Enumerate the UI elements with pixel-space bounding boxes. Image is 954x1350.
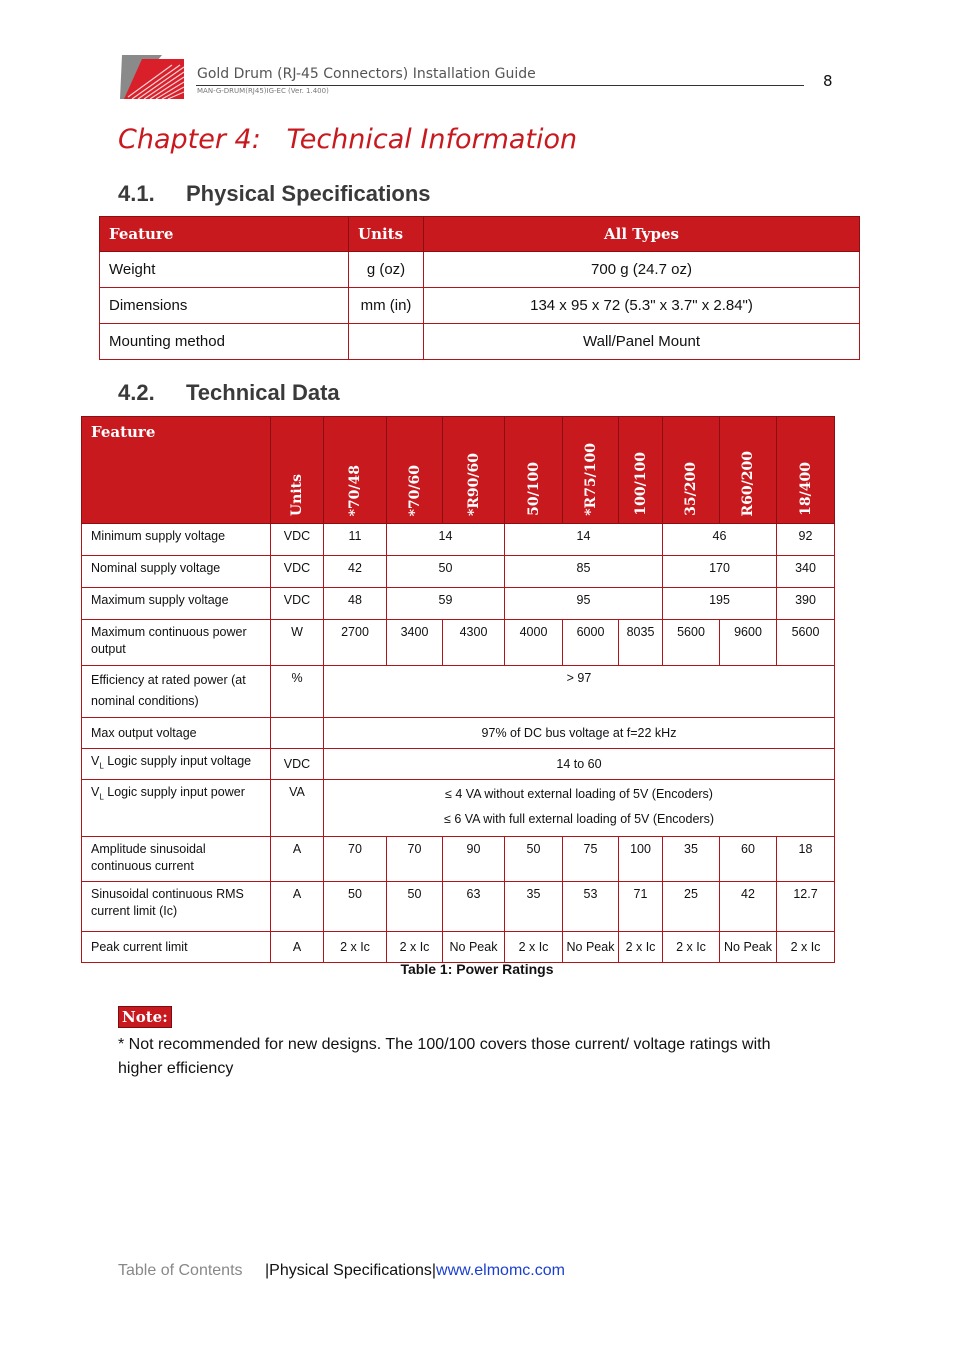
table-row: [82, 882, 835, 932]
table-cell: Mounting method: [100, 324, 349, 360]
table-cell: 2 x Ic: [663, 932, 720, 963]
table-row: [82, 524, 835, 556]
table-cell: 170: [663, 556, 777, 588]
table-cell: 5600: [777, 620, 835, 666]
table-cell: 134 x 95 x 72 (5.3" x 3.7" x 2.84"): [424, 288, 860, 324]
table-cell: 4000: [505, 620, 563, 666]
table-cell: 59: [387, 588, 505, 620]
row-label: Max output voltage: [82, 718, 271, 749]
table-cell: 35: [663, 837, 720, 882]
footer-separator: |: [264, 1262, 270, 1279]
table-cell: 42: [720, 882, 777, 932]
table-row: [100, 252, 860, 288]
table-cell: 2 x Ic: [324, 932, 387, 963]
table-row: [100, 288, 860, 324]
column-header: *70/60: [387, 417, 443, 524]
column-header: Feature: [100, 217, 349, 252]
table-cell: 95: [505, 588, 663, 620]
section-title: Physical Specifications: [186, 181, 431, 206]
table-cell: 90: [443, 837, 505, 882]
table-cell: 2 x Ic: [387, 932, 443, 963]
table-cell: 340: [777, 556, 835, 588]
row-unit: VDC: [271, 524, 324, 556]
row-unit: [271, 718, 324, 749]
section-number: 4.2.: [118, 380, 155, 405]
table-cell: 2 x Ic: [777, 932, 835, 963]
table-cell: 71: [619, 882, 663, 932]
section-heading-technical: [118, 380, 340, 406]
table-row: [82, 666, 835, 718]
footer-section: Physical Specifications: [269, 1262, 432, 1279]
footer-separator: |: [431, 1262, 437, 1279]
column-header: All Types: [424, 217, 860, 252]
section-title: Technical Data: [186, 380, 340, 405]
table-cell: 2700: [324, 620, 387, 666]
table-cell: 195: [663, 588, 777, 620]
table-row: [82, 718, 835, 749]
table-row: [82, 837, 835, 882]
column-header: R60/200: [720, 417, 777, 524]
row-label: Efficiency at rated power (at nominal conditions): [82, 666, 271, 718]
table-row: [82, 620, 835, 666]
table-header-row: [82, 417, 835, 524]
table-cell: 35: [505, 882, 563, 932]
row-unit: VA: [271, 780, 324, 837]
table-cell: 85: [505, 556, 663, 588]
table-cell: [349, 324, 424, 360]
row-unit: A: [271, 882, 324, 932]
header-title: Gold Drum (RJ-45 Connectors) Installation Guide: [197, 66, 536, 82]
table-cell: 63: [443, 882, 505, 932]
table-row: [100, 324, 860, 360]
row-unit: %: [271, 666, 324, 718]
header-divider: [196, 85, 804, 86]
row-label: Minimum supply voltage: [82, 524, 271, 556]
table-header-row: [100, 217, 860, 252]
row-label: Amplitude sinusoidal continuous current: [82, 837, 271, 882]
table-cell: No Peak: [720, 932, 777, 963]
column-header: Units: [271, 417, 324, 524]
row-unit: W: [271, 620, 324, 666]
table-cell: 5600: [663, 620, 720, 666]
row-label: Maximum supply voltage: [82, 588, 271, 620]
table-cell: 14: [387, 524, 505, 556]
table-cell: No Peak: [443, 932, 505, 963]
table-cell: 2 x Ic: [619, 932, 663, 963]
table-cell: 46: [663, 524, 777, 556]
table-row: [82, 780, 835, 837]
table-cell: ≤ 4 VA without external loading of 5V (Encoders) ≤ 6 VA with full external loading of 5V (Encoders): [324, 780, 835, 837]
table-cell: > 97: [324, 666, 835, 718]
row-label: Maximum continuous power output: [82, 620, 271, 666]
table-row: [82, 588, 835, 620]
page-footer: [118, 1262, 565, 1280]
table-cell: Wall/Panel Mount: [424, 324, 860, 360]
table-cell: 50: [505, 837, 563, 882]
table-cell: 18: [777, 837, 835, 882]
company-logo: [118, 53, 186, 101]
table-cell: 6000: [563, 620, 619, 666]
table-cell: 75: [563, 837, 619, 882]
column-header: 35/200: [663, 417, 720, 524]
table-cell: 390: [777, 588, 835, 620]
row-label: Peak current limit: [82, 932, 271, 963]
note-text: * Not recommended for new designs. The 100/100 covers those current/ voltage ratings with higher efficiency: [118, 1036, 771, 1077]
column-header: *R90/60: [443, 417, 505, 524]
table-cell: 70: [387, 837, 443, 882]
table-row: [82, 556, 835, 588]
row-unit: A: [271, 932, 324, 963]
row-label: Nominal supply voltage: [82, 556, 271, 588]
table-cell: 2 x Ic: [505, 932, 563, 963]
table-cell: g (oz): [349, 252, 424, 288]
table-cell: 42: [324, 556, 387, 588]
table-cell: 70: [324, 837, 387, 882]
footer-url-link[interactable]: www.elmomc.com: [436, 1262, 565, 1279]
row-unit: VDC: [271, 749, 324, 780]
table-cell: Weight: [100, 252, 349, 288]
table-cell: 100: [619, 837, 663, 882]
column-header: 100/100: [619, 417, 663, 524]
chapter-title: Chapter 4: Technical Information: [118, 124, 578, 155]
row-unit: VDC: [271, 556, 324, 588]
table-cell: 50: [387, 882, 443, 932]
table-cell: Dimensions: [100, 288, 349, 324]
table-cell: 25: [663, 882, 720, 932]
note-label: Note:: [118, 1006, 172, 1028]
table-cell: 700 g (24.7 oz): [424, 252, 860, 288]
row-label: $V_L$ Logic supply input voltage: [82, 749, 271, 780]
table-row: [82, 932, 835, 963]
table-cell: 60: [720, 837, 777, 882]
page-number: 8: [823, 72, 833, 90]
physical-spec-table: [99, 216, 860, 360]
column-header: *70/48: [324, 417, 387, 524]
table-cell: 48: [324, 588, 387, 620]
table-cell: 3400: [387, 620, 443, 666]
technical-data-table: [81, 416, 835, 963]
row-label: $V_L$ Logic supply input power: [82, 780, 271, 837]
header-subtitle: MAN-G-DRUM(RJ45)IG-EC (Ver. 1.400): [197, 87, 329, 95]
table-row: [82, 749, 835, 780]
table-cell: 8035: [619, 620, 663, 666]
row-unit: A: [271, 837, 324, 882]
table-cell: 14: [505, 524, 663, 556]
table-cell: 14 to 60: [324, 749, 835, 780]
table-cell: 92: [777, 524, 835, 556]
table-cell: 53: [563, 882, 619, 932]
table-cell: 50: [387, 556, 505, 588]
column-header: 50/100: [505, 417, 563, 524]
column-header: Units: [349, 217, 424, 252]
section-heading-physical: [118, 181, 431, 207]
section-number: 4.1.: [118, 181, 155, 206]
table-cell: 50: [324, 882, 387, 932]
table-cell: No Peak: [563, 932, 619, 963]
column-header: Feature: [82, 417, 271, 524]
table-cell: mm (in): [349, 288, 424, 324]
table-cell: 9600: [720, 620, 777, 666]
table-caption: Table 1: Power Ratings: [400, 961, 554, 977]
table-cell: 11: [324, 524, 387, 556]
row-unit: VDC: [271, 588, 324, 620]
table-cell: 12.7: [777, 882, 835, 932]
footer-toc-link[interactable]: Table of Contents: [118, 1262, 243, 1279]
table-cell: 97% of DC bus voltage at f=22 kHz: [324, 718, 835, 749]
column-header: 18/400: [777, 417, 835, 524]
row-label: Sinusoidal continuous RMS current limit (Ic): [82, 882, 271, 932]
table-cell: 4300: [443, 620, 505, 666]
column-header: *R75/100: [563, 417, 619, 524]
